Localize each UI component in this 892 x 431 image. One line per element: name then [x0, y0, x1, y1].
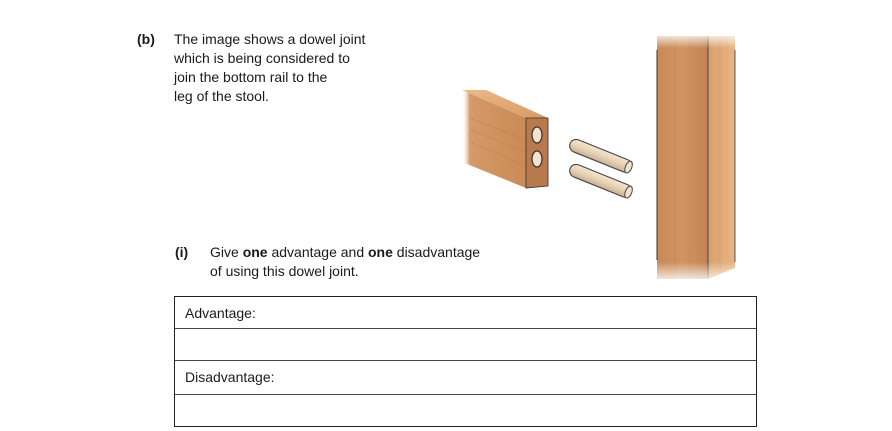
- answer-table: [174, 296, 757, 427]
- text-fragment: advantage and: [267, 244, 368, 260]
- answer-row-advantage-space[interactable]: [175, 329, 756, 361]
- answer-row-disadvantage-space[interactable]: [175, 395, 756, 426]
- question-label-b: (b): [137, 31, 155, 47]
- text-fragment: disadvantage: [392, 244, 481, 260]
- text-fragment: Give: [210, 244, 243, 260]
- emphasis-one: one: [242, 244, 268, 260]
- answer-row-advantage-label: [175, 297, 756, 329]
- leg-illustration: [650, 32, 740, 284]
- question-text-b-line: The image shows a dowel joint: [174, 31, 366, 47]
- question-text-i-line2: of using this dowel joint.: [210, 263, 359, 279]
- emphasis-one: one: [368, 244, 393, 260]
- answer-row-disadvantage-label: [175, 361, 756, 395]
- dowel-hole: [532, 127, 542, 143]
- question-text-b-line: which is being considered to: [174, 50, 350, 66]
- disadvantage-label: Disadvantage:: [185, 369, 275, 385]
- question-text-b-line: join the bottom rail to the: [174, 69, 328, 85]
- dowel-illustration: [568, 137, 634, 199]
- question-text-b-line: leg of the stool.: [174, 88, 269, 104]
- dowel-hole: [532, 151, 542, 167]
- advantage-label: Advantage:: [185, 305, 256, 321]
- bottom-rail-illustration: [455, 84, 548, 188]
- question-label-i: (i): [175, 244, 189, 260]
